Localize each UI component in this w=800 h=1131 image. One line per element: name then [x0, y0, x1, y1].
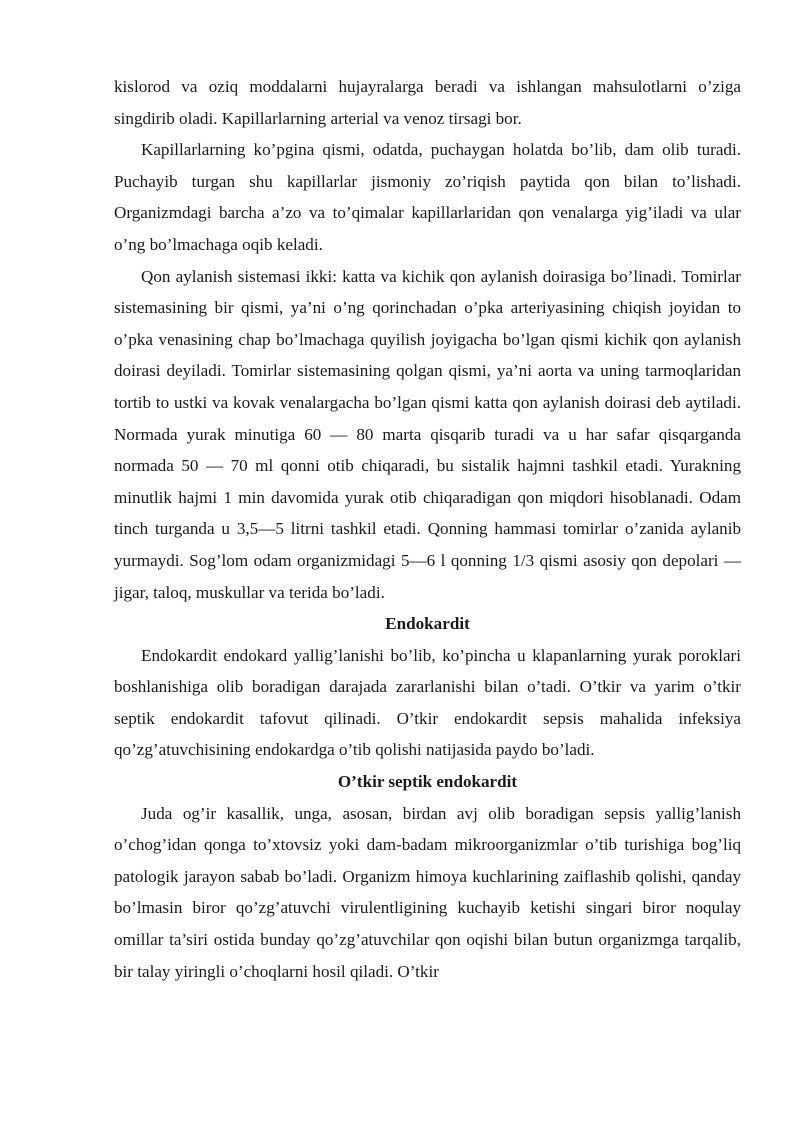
paragraph: Qon aylanish sistemasi ikki: katta va kichik qon aylanish doirasiga bo’linadi. Tomirlar sistemasining bir qismi, ya’ni o’ng qorinchadan o’pka arteriyasining chiqish joyidan to o’pka venasining chap bo’lmachaga quyilish joyigacha bo’lgan qismi kichik qon aylanish doirasi deyiladi. Tomirlar sistemasining qolgan qismi, ya’ni aorta va uning tarmoqlaridan tortib to ustki va kovak venalargacha bo’lgan qismi katta qon aylanish doirasi deb aytiladi. Normada yurak minutiga 60 — 80 marta qisqarib turadi va u har safar qisqarganda normada 50 — 70 ml qonni otib chiqaradi, bu sistalik hajmni tashkil etadi. Yurakning minutlik hajmi 1 min davomida yurak otib chiqaradigan qon miqdori hisoblanadi. Odam tinch turganda u 3,5—5 litrni tashkil etadi. Qonning hammasi tomirlar o’zanida aylanib yurmaydi. Sog’lom odam organizmidagi 5—6 l qonning 1/3 qismi asosiy qon depolari — jigar, taloq, muskullar va terida bo’ladi. [114, 266, 741, 602]
paragraph: Kapillarlarning ko’pgina qismi, odatda, puchaygan holatda bo’lib, dam olib turadi. Puchayib turgan shu kapillarlar jismoniy zo’riqish paytida qon bilan to’lishadi. Organizmdagi barcha a’zo va to’qimalar kapillarlaridan qon venalarga yig’iladi va ular o’ng bo’lmachaga oqib keladi. [114, 140, 741, 254]
paragraph: kislorod va oziq moddalarni hujayralarga beradi va ishlangan mahsulotlarni o’ziga singdirib oladi. Kapillarlarning arterial va venoz tirsagi bor. [114, 77, 741, 128]
section-heading: Endokardit [385, 614, 470, 634]
paragraph: Juda og’ir kasallik, unga, asosan, birdan avj olib boradigan sepsis yallig’lanish o’chog’idan qonga to’xtovsiz yoki dam-badam mikroorganizmlar o’tib turishiga bog’liq patologik jarayon sabab bo’ladi. Organizm himoya kuchlarining zaiflashib qolishi, qanday bo’lmasin biror qo’zg’atuvchi virulentligining kuchayib ketishi singari biror noqulay omillar ta’siri ostida bunday qo’zg’atuvchilar qon oqishi bilan butun organizmga tarqalib, bir talay yiringli o’choqlarni hosil qiladi. O’tkir [114, 803, 741, 981]
paragraph: Endokardit endokard yallig’lanishi bo’lib, ko’pincha u klapanlarning yurak poroklari boshlanishiga olib boradigan darajada zararlanishi bilan o’tadi. O’tkir va yarim o’tkir septik endokardit tafovut qilinadi. O’tkir endokardit sepsis mahalida infeksiya qo’zg’atuvchisining endokardga o’tib qolishi natijasida paydo bo’ladi. [114, 645, 741, 760]
section-heading: O’tkir septik endokardit [337, 772, 518, 792]
document-page [114, 71, 741, 987]
